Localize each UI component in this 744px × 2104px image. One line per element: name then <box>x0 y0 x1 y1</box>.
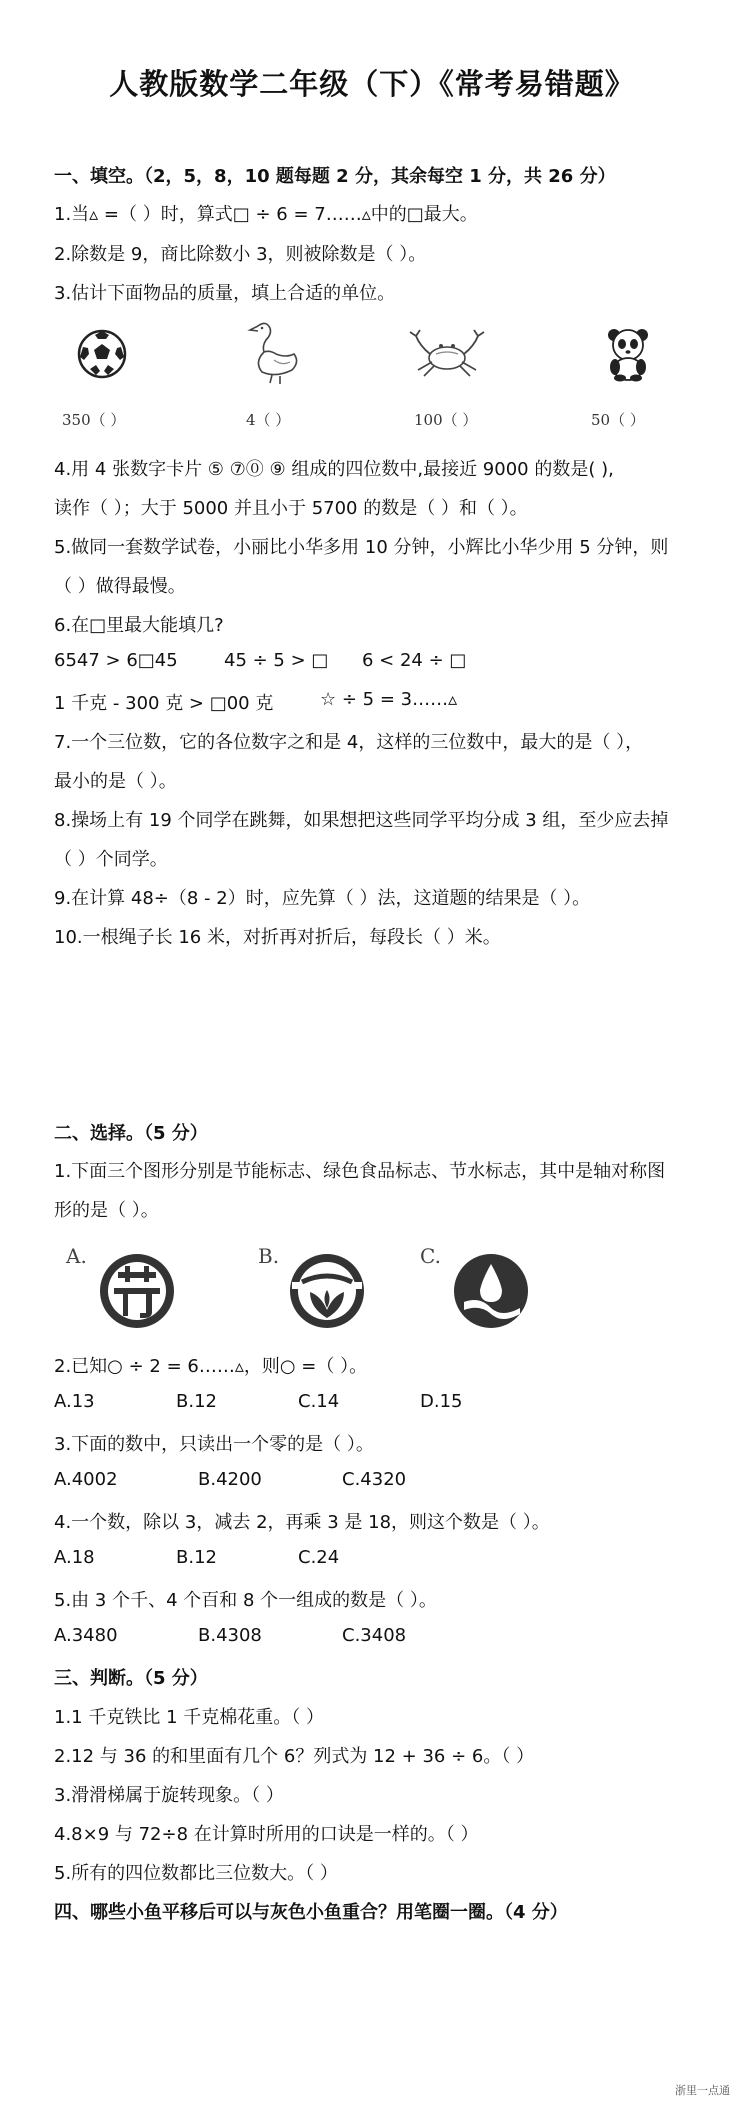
s2-q2: 2.已知○ ÷ 2 = 6……▵，则○ =（ ）。 <box>54 1356 368 1377</box>
s2-q4-option: C.24 <box>298 1547 340 1568</box>
logo-label-a: A. <box>66 1244 87 1268</box>
s3-q4: 4.8×9 与 72÷8 在计算时所用的口诀是一样的。（ ） <box>54 1824 479 1845</box>
s2-q5-option: B.4308 <box>198 1625 262 1646</box>
s1-q6-item: ☆ ÷ 5 = 3……▵ <box>320 689 458 710</box>
s1-q10: 10.一根绳子长 16 米，对折再对折后，每段长（ ）米。 <box>54 927 501 948</box>
logo-label-b: B. <box>258 1244 280 1268</box>
s2-q3-option: A.4002 <box>54 1469 118 1490</box>
page-title: 人教版数学二年级（下）《常考易错题》 <box>109 67 635 101</box>
s1-q2: 2.除数是 9，商比除数小 3，则被除数是（ ）。 <box>54 244 427 265</box>
s2-q4: 4.一个数，除以 3，减去 2，再乘 3 是 18，则这个数是（ ）。 <box>54 1512 550 1533</box>
s1-q8-line1: 8.操场上有 19 个同学在跳舞，如果想把这些同学平均分成 3 组，至少应去掉 <box>54 810 669 831</box>
section-4-heading: 四、哪些小鱼平移后可以与灰色小鱼重合？用笔圈一圈。（4 分） <box>54 1902 568 1923</box>
footer-watermark: 浙里一点通 <box>675 2084 730 2097</box>
s2-q5-option: A.3480 <box>54 1625 118 1646</box>
s1-q5-line1: 5.做同一套数学试卷，小丽比小华多用 10 分钟，小辉比小华少用 5 分钟，则 <box>54 537 669 558</box>
s1-q6-item: 1 千克 - 300 克 > □00 克 <box>54 693 274 714</box>
s1-q6-item: 6547 > 6□45 <box>54 650 178 671</box>
s3-q5: 5.所有的四位数都比三位数大。（ ） <box>54 1863 338 1884</box>
s2-q5: 5.由 3 个千、4 个百和 8 个一组成的数是（ ）。 <box>54 1590 437 1611</box>
s1-q6-item: 6 < 24 ÷ □ <box>362 650 467 671</box>
section-3-heading: 三、判断。（5 分） <box>54 1668 208 1689</box>
s1-q6: 6.在□里最大能填几? <box>54 615 224 636</box>
s1-q8-line2: （ ）个同学。 <box>54 849 168 870</box>
panda-image <box>603 325 653 381</box>
s1-q1: 1.当▵ =（ ）时，算式□ ÷ 6 = 7……▵中的□最大。 <box>54 204 478 225</box>
logo-label-c: C. <box>420 1244 441 1268</box>
s3-q3: 3.滑滑梯属于旋转现象。（ ） <box>54 1785 284 1806</box>
s2-q1-line2: 形的是（ ）。 <box>54 1200 159 1221</box>
green-food-logo <box>288 1252 366 1330</box>
s1-q6-item: 45 ÷ 5 > □ <box>224 650 329 671</box>
duck-image <box>246 320 302 386</box>
section-2-heading: 二、选择。（5 分） <box>54 1123 208 1144</box>
s1-q7-line2: 最小的是（ ）。 <box>54 771 177 792</box>
energy-saving-logo <box>98 1252 176 1330</box>
water-saving-logo <box>452 1252 530 1330</box>
crab-image <box>406 326 488 380</box>
s3-q1: 1.1 千克铁比 1 千克棉花重。（ ） <box>54 1707 324 1728</box>
weight-label-panda: 50（ ） <box>591 411 645 429</box>
s1-q3: 3.估计下面物品的质量，填上合适的单位。 <box>54 283 396 304</box>
s2-q2-option: D.15 <box>420 1391 463 1412</box>
section-1-heading: 一、填空。（2，5，8，10 题每题 2 分，其余每空 1 分，共 26 分） <box>54 166 616 187</box>
s1-q7-line1: 7.一个三位数，它的各位数字之和是 4，这样的三位数中，最大的是（ ）， <box>54 732 644 753</box>
s2-q3: 3.下面的数中，只读出一个零的是（ ）。 <box>54 1434 374 1455</box>
s2-q3-option: C.4320 <box>342 1469 407 1490</box>
s2-q1-line1: 1.下面三个图形分别是节能标志、绿色食品标志、节水标志，其中是轴对称图 <box>54 1161 666 1182</box>
s2-q4-option: A.18 <box>54 1547 95 1568</box>
s1-q9: 9.在计算 48÷（8 - 2）时，应先算（ ）法，这道题的结果是（ ）。 <box>54 888 591 909</box>
s1-q4-line1: 4.用 4 张数字卡片 ⑤ ⑦⓪ ⑨ 组成的四位数中,最接近 9000 的数是( ), <box>54 459 614 480</box>
soccer-ball-image <box>76 327 128 381</box>
s1-q5-line2: （ ）做得最慢。 <box>54 576 186 597</box>
s3-q2: 2.12 与 36 的和里面有几个 6？列式为 12 + 36 ÷ 6。（ ） <box>54 1746 535 1767</box>
weight-label-crab: 100（ ） <box>414 411 478 429</box>
s2-q2-option: A.13 <box>54 1391 95 1412</box>
weight-label-duck: 4（ ） <box>246 411 291 429</box>
s2-q5-option: C.3408 <box>342 1625 407 1646</box>
s2-q4-option: B.12 <box>176 1547 217 1568</box>
s1-q4-line2: 读作（ ）；大于 5000 并且小于 5700 的数是（ ）和（ ）。 <box>54 498 528 519</box>
s2-q2-option: B.12 <box>176 1391 217 1412</box>
s2-q2-option: C.14 <box>298 1391 340 1412</box>
weight-label-ball: 350（ ） <box>62 411 126 429</box>
s2-q3-option: B.4200 <box>198 1469 262 1490</box>
